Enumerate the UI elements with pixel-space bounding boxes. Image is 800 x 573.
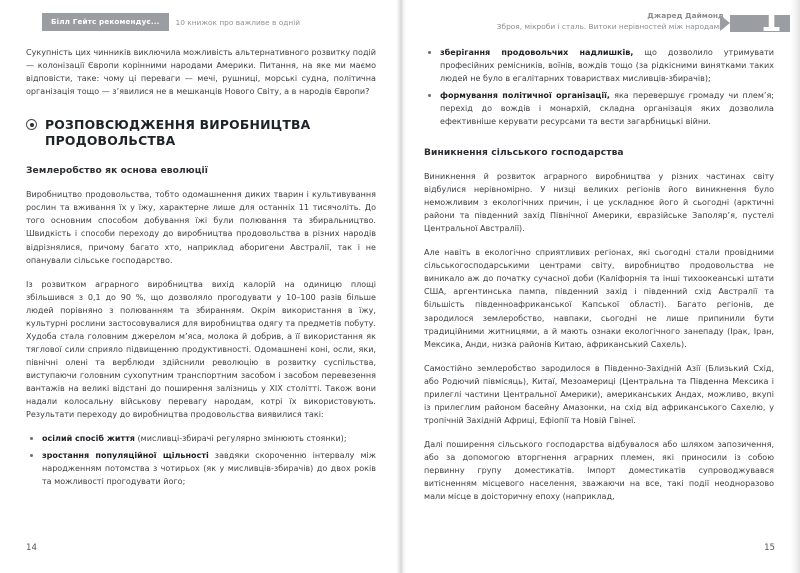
subheading-agriculture-basis: Землеробство як основа еволюції — [26, 166, 208, 177]
list-item-term: зростання популяційної щільності — [42, 450, 209, 460]
list-item — [26, 449, 376, 488]
running-head-right-text — [497, 11, 724, 32]
paragraph-food-production: Виробництво продовольства, тобто одомашнення диких тварин і культивування рослин та вживання їх у їжу, характерне лише для останніх 11 тисячоліть. До того основним способом добування їжі були полювання та збиральництво. Швидкість і способи переходу до виробництва продовольства в різних народів відрізнялися, причому багато хто, наприклад аборигени Австралії, так і не опанували сільське господарство. — [26, 190, 376, 265]
intro-paragraph: Сукупність цих чинників виключила можливість альтернативного розвитку подій — колонізації Європи корінними народами Америки. Питання, на яке ми маємо відповісти, таке: чому ці переваги — мечі, рушниці, морські судна, політична організація тощо — з’явилися не в мешканців Нового Світу, а в народів Європи? — [26, 48, 376, 97]
list-item-text: що дозволило утримувати професійних ремісників, воїнів, вождів тощо (за рідкісними винятками таких людей не було в егалітарних товариствах мисливців-збирачів); — [440, 48, 774, 84]
running-head-left — [0, 12, 400, 32]
list-item — [26, 432, 376, 445]
list-item-term: зберігання продовольчих надлишків, — [440, 48, 634, 57]
right-page-content — [424, 46, 774, 546]
book-title: Зброя, мікроби і сталь. Витоки нерівностей між народами — [496, 21, 724, 31]
book-author: Джаред Даймонд — [647, 11, 724, 20]
chapter-arrow-icon — [720, 15, 730, 31]
results-bullet-list-continued — [424, 46, 774, 128]
paragraph-uneven-development: Виникнення й розвиток аграрного виробництва у різних частинах світу відбулися нерівномірно. У низці великих регіонів його виникнення було неможливим з екологічних причин, і це ускладнює його й сьогодні (арктичні райони та південний захід Північної Америки, євразійське Заполяр’я, пустелі Центральної Австралії). — [424, 172, 774, 234]
list-item-text: (мисливці-збирачі регулярно змінюють стоянки); — [134, 433, 347, 443]
section-heading-block — [26, 117, 376, 148]
list-item — [424, 46, 774, 85]
running-head-right — [400, 3, 800, 42]
page-number-left: 14 — [26, 543, 37, 553]
list-item-text: завдяки скороченню інтервалу між народженням потомства з чотирьох (як у мисливців-збирачів) до двох років та можливості прогодувати його; — [42, 450, 376, 486]
paragraph-favourable-regions: Але навіть в екологічно сприятливих регіонах, які сьогодні стали провідними сільськогосподарськими центрами світу, виробництво продовольства не виникало аж до початку сучасної доби (Каліфорнія та інші тихоокеанські штати США, аргентинська пампа, південний захід і південний схід Австралії та більшість південноафриканської Капської області). Багато регіонів, де зародилося землеробство, навпаки, сьогодні не лише припинили бути традиційними житницями, а й мають ознаки екологічного занепаду (Ірак, Іран, Мексика, Анди, низка районів Китаю, африканський Сахель). — [424, 248, 774, 349]
chapter-number: 1 — [760, 3, 782, 39]
section-heading: РОЗПОВСЮДЖЕННЯ ВИРОБНИЦТВА ПРОДОВОЛЬСТВА — [45, 117, 311, 148]
right-page — [400, 0, 800, 573]
list-item — [424, 89, 774, 128]
left-page-content — [26, 46, 376, 546]
page-number-right: 15 — [764, 543, 775, 553]
subheading-origin-of-agriculture: Виникнення сільського господарства — [424, 148, 624, 159]
paragraph-agrarian-development: Із розвитком аграрного виробництва вихід калорій на одиницю площі збільшився з 0,1 до 90 %, що дозволяло прогодувати у 10–100 разів більше людей порівняно з полюванням та збиранням. Окрім використання в їжу, культурні рослини застосовувалися для виробництва одягу та предметів побуту. Худоба стала головним джерелом м’яса, молока й добрив, а її використання як тяглової сили сприяло підвищенню продуктивності. Одомашнені коні, осли, яки, північні олені та верблюди здійснили революцію в розвитку суспільства, виступаючи головним сухопутним транспортним засобом і засобом перевезення вантажів на великі відстані до поширення залізниць у XIX столітті. Також вони надали колосальну військову перевагу народам, котрі їх використовують. Результати переходу до виробництва продовольства виявилися такі: — [26, 279, 376, 419]
paragraph-spread-of-agriculture: Далі поширення сільського господарства відбувалося або шляхом запозичення, або за допомогою вторгнення аграрних племен, які приносили із собою первинну групу доместикатів. Імпорт доместикатів супроводжувався витісненням місцевого населення, зважаючи на все, такі події неодноразово мали місце в доісторичну епоху (наприклад, — [424, 439, 774, 501]
paragraph-independent-origins: Самостійно землеробство зародилося в Південно-Західній Азії (Близький Схід, або Родючий півмісяць), Китаї, Мезоамериці (Центральна та Південна Мексика і прилеглі частини Центральної Америки), американських Андах, можливо, вкупі із прилеглим районом басейну Амазонки, на схід від африканського Сахелю, у тропічній Західній Африці, Ефіопії та Новій Гвінеї. — [424, 363, 774, 425]
series-subtitle: 10 книжок про важливе в одній — [175, 17, 301, 27]
series-badge: Білл Гейтс рекомендує... — [42, 13, 169, 32]
chapter-marker — [720, 3, 800, 39]
results-bullet-list — [26, 432, 376, 488]
target-icon — [26, 119, 37, 130]
list-item-term: осілий спосіб життя — [42, 433, 135, 443]
list-item-text: яка перевершує громаду чи плем’я; перехід до вождів і монархій, складна організація яких дозволила ефективніше керувати ресурсами та вести загарбницькі війни. — [440, 91, 774, 127]
list-item-term: формування політичної організації, — [440, 91, 610, 101]
